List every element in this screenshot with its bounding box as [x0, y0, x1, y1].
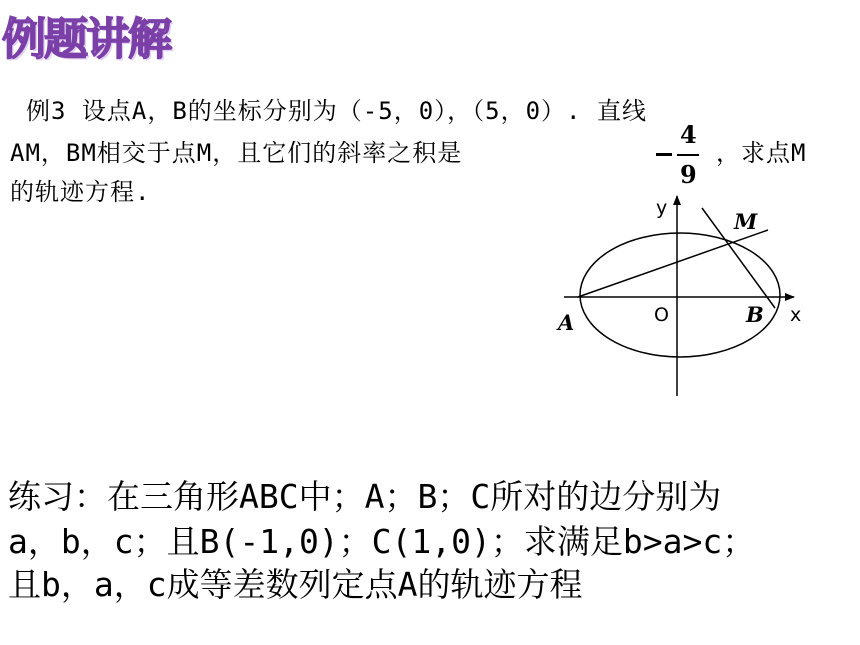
- line-am: [578, 230, 768, 297]
- section-heading: 例题讲解: [2, 14, 170, 65]
- example-line-2-end: ，求点M: [716, 139, 807, 167]
- point-a-label: A: [558, 310, 575, 335]
- fraction-minus-sign: [656, 153, 672, 156]
- ellipse-curve: [580, 233, 780, 357]
- exercise-line-3: 且b，a，c成等差数列定点A的轨迹方程: [8, 565, 583, 604]
- fraction-denominator: 9: [680, 160, 697, 189]
- exercise-line-1: 练习：在三角形ABC中；A；B；C所对的边分别为: [8, 477, 722, 516]
- point-b-label: B: [746, 302, 764, 327]
- fraction-numerator: 4: [680, 120, 697, 149]
- ellipse-figure: [556, 186, 816, 401]
- exercise-line-2: a，b，c；且B(-1,0)；C(1,0)；求满足b>a>c；: [8, 522, 756, 561]
- origin-label: O: [654, 304, 669, 326]
- point-m-label: M: [734, 209, 758, 234]
- example-line-2: AM，BM相交于点M，且它们的斜率之积是: [10, 139, 463, 167]
- slope-product-fraction: [654, 120, 704, 192]
- y-axis-label: y: [656, 197, 668, 219]
- fraction-bar: [677, 154, 699, 156]
- x-axis-label: x: [790, 304, 802, 326]
- example-line-1: 例3 设点A，B的坐标分别为（-5，0），（5，0）. 直线: [26, 97, 647, 125]
- example-line-3: 的轨迹方程.: [10, 178, 151, 206]
